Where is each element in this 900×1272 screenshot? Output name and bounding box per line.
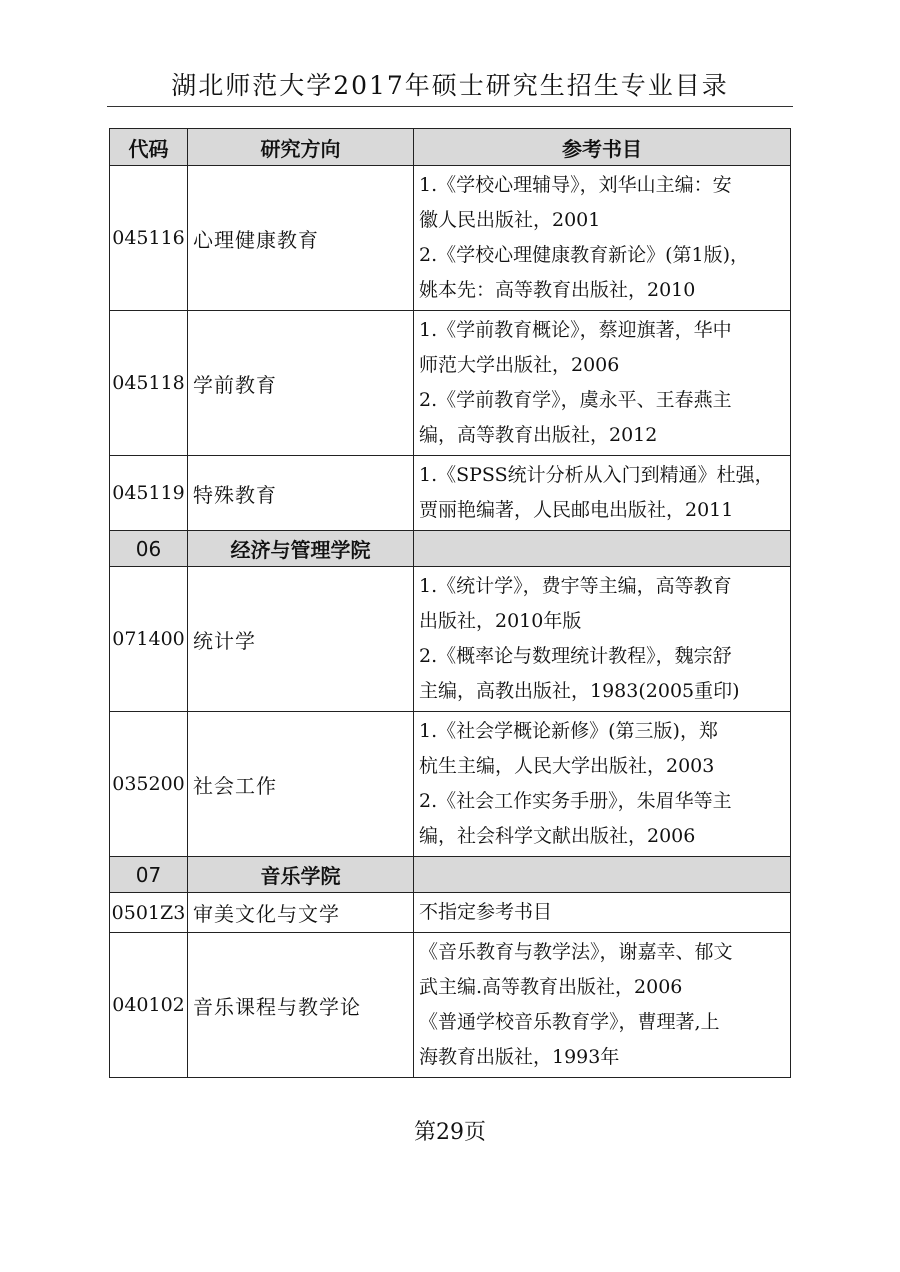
program-code: 045119 <box>110 456 188 531</box>
header-code: 代码 <box>110 129 188 166</box>
page-number: 第29页 <box>414 1120 486 1145</box>
table-row <box>110 893 791 933</box>
table-row <box>110 712 791 857</box>
book-line: 贾丽艳编著，人民邮电出版社，2011 <box>419 499 734 521</box>
book-line: 杭生主编，人民大学出版社，2003 <box>419 755 715 777</box>
department-blank-cell <box>414 857 791 893</box>
reference-books <box>414 567 791 712</box>
table-row <box>110 567 791 712</box>
book-line: 主编，高教出版社，1983(2005重印) <box>419 680 740 702</box>
table-row <box>110 166 791 311</box>
program-code: 045116 <box>110 166 188 311</box>
book-line: 师范大学出版社，2006 <box>419 354 620 376</box>
book-line: 2.《社会工作实务手册》，朱眉华等主 <box>419 790 732 812</box>
book-line: 1.《学前教育概论》，蔡迎旗著，华中 <box>419 319 732 341</box>
table-row <box>110 311 791 456</box>
program-direction: 特殊教育 <box>188 456 414 531</box>
program-direction: 音乐课程与教学论 <box>188 933 414 1078</box>
reference-books <box>414 456 791 531</box>
book-line: 徽人民出版社，2001 <box>419 209 601 231</box>
title-divider <box>107 106 793 107</box>
department-blank-cell <box>414 531 791 567</box>
program-code: 035200 <box>110 712 188 857</box>
header-books: 参考书目 <box>414 129 791 166</box>
program-code: 040102 <box>110 933 188 1078</box>
program-direction: 审美文化与文学 <box>188 893 414 933</box>
table-row <box>110 456 791 531</box>
department-code: 06 <box>110 531 188 567</box>
reference-books <box>414 712 791 857</box>
reference-books <box>414 311 791 456</box>
table-row <box>110 933 791 1078</box>
department-row <box>110 857 791 893</box>
book-line: 2.《概率论与数理统计教程》，魏宗舒 <box>419 645 732 667</box>
page-title: 湖北师范大学2017年硕士研究生招生专业目录 <box>171 71 729 100</box>
program-direction: 学前教育 <box>188 311 414 456</box>
program-direction: 社会工作 <box>188 712 414 857</box>
reference-books <box>414 933 791 1078</box>
book-line: 1.《统计学》，费宇等主编，高等教育 <box>419 575 732 597</box>
department-name: 经济与管理学院 <box>188 531 414 567</box>
book-line: 《音乐教育与教学法》，谢嘉幸、郁文 <box>419 941 733 963</box>
reference-books <box>414 893 791 933</box>
book-line: 1.《SPSS统计分析从入门到精通》杜强， <box>419 464 774 486</box>
program-direction: 心理健康教育 <box>188 166 414 311</box>
program-direction: 统计学 <box>188 567 414 712</box>
book-line: 海教育出版社，1993年 <box>419 1046 620 1068</box>
book-line: 1.《社会学概论新修》(第三版)，郑 <box>419 720 718 742</box>
table-header-row <box>110 129 791 166</box>
book-line: 2.《学校心理健康教育新论》(第1版)， <box>419 244 750 266</box>
book-line: 《普通学校音乐教育学》，曹理著,上 <box>419 1011 720 1033</box>
program-code: 071400 <box>110 567 188 712</box>
program-code: 0501Z3 <box>110 893 188 933</box>
department-row <box>110 531 791 567</box>
header-direction: 研究方向 <box>188 129 414 166</box>
book-line: 姚本先：高等教育出版社，2010 <box>419 279 696 301</box>
book-line: 1.《学校心理辅导》，刘华山主编：安 <box>419 174 732 196</box>
department-code: 07 <box>110 857 188 893</box>
book-line: 武主编.高等教育出版社，2006 <box>419 976 683 998</box>
book-line: 编，高等教育出版社，2012 <box>419 424 658 446</box>
program-catalog-table <box>109 128 791 1078</box>
book-line: 不指定参考书目 <box>419 901 553 923</box>
program-code: 045118 <box>110 311 188 456</box>
department-name: 音乐学院 <box>188 857 414 893</box>
reference-books <box>414 166 791 311</box>
book-line: 编，社会科学文献出版社，2006 <box>419 825 696 847</box>
book-line: 出版社，2010年版 <box>419 610 582 632</box>
book-line: 2.《学前教育学》，虞永平、王春燕主 <box>419 389 732 411</box>
